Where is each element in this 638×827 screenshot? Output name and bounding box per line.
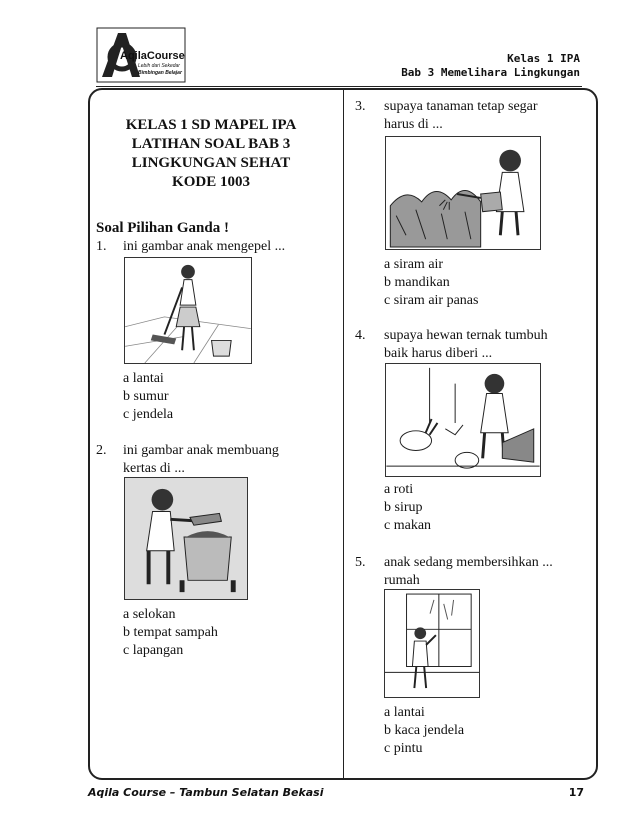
question-5-number: 5. <box>355 555 366 570</box>
q5-option-a[interactable]: a lantai <box>384 705 425 720</box>
aqila-course-logo <box>96 27 186 83</box>
worksheet-title <box>97 116 325 192</box>
mopping-illustration <box>124 257 252 364</box>
title-line-3: LINGKUNGAN SEHAT <box>131 155 291 171</box>
question-5-text-line-1: anak sedang membersihkan ... <box>384 555 553 570</box>
q4-option-c[interactable]: c makan <box>384 518 432 533</box>
header-info <box>401 52 580 80</box>
q3-option-c[interactable]: c siram air panas <box>384 293 479 308</box>
logo-tagline-2: Bimbingan Belajar <box>138 70 182 76</box>
question-1-number: 1. <box>96 239 107 254</box>
section-heading: Soal Pilihan Ganda ! <box>96 220 229 236</box>
q5-option-b[interactable]: b kaca jendela <box>384 723 465 738</box>
question-2-text-line-1: ini gambar anak membuang <box>123 443 279 458</box>
q4-option-a[interactable]: a roti <box>384 482 414 497</box>
footer-institution: Aqila Course – Tambun Selatan Bekasi <box>88 786 324 799</box>
column-divider <box>343 90 344 778</box>
title-line-2: LATIHAN SOAL BAB 3 <box>131 136 291 152</box>
q3-option-a[interactable]: a siram air <box>384 257 444 272</box>
question-2-number: 2. <box>96 443 107 458</box>
question-3-number: 3. <box>355 99 366 114</box>
q1-option-c[interactable]: c jendela <box>123 407 174 422</box>
class-label: Kelas 1 IPA <box>507 52 580 65</box>
chapter-label: Bab 3 Memelihara Lingkungan <box>401 66 580 79</box>
question-2-text-line-2: kertas di ... <box>123 461 185 476</box>
question-4-text-line-1: supaya hewan ternak tumbuh <box>384 328 548 343</box>
title-line-1: KELAS 1 SD MAPEL IPA <box>125 117 297 133</box>
question-4-text-line-2: baik harus diberi ... <box>384 346 493 361</box>
q2-option-a[interactable]: a selokan <box>123 607 176 622</box>
feeding-animals-illustration <box>385 363 541 477</box>
question-5-text-line-2: rumah <box>384 573 420 588</box>
trash-illustration <box>124 477 248 600</box>
q2-option-b[interactable]: b tempat sampah <box>123 625 218 640</box>
q5-option-c[interactable]: c pintu <box>384 741 423 756</box>
q1-option-b[interactable]: b sumur <box>123 389 169 404</box>
title-line-4: KODE 1003 <box>172 174 250 190</box>
q1-option-a[interactable]: a lantai <box>123 371 164 386</box>
page-number: 17 <box>568 786 584 799</box>
question-1-text: ini gambar anak mengepel ... <box>123 239 286 254</box>
window-cleaning-illustration <box>384 589 480 698</box>
question-3-text-line-1: supaya tanaman tetap segar <box>384 99 538 114</box>
q3-option-b[interactable]: b mandikan <box>384 275 450 290</box>
header-rule <box>96 86 582 87</box>
logo-tagline-1: Lebih dari Sekedar <box>138 63 180 69</box>
question-4-number: 4. <box>355 328 366 343</box>
logo-name: AqilaCourse <box>120 50 185 62</box>
watering-plants-illustration <box>385 136 541 250</box>
question-3-text-line-2: harus di ... <box>384 117 443 132</box>
q4-option-b[interactable]: b sirup <box>384 500 423 515</box>
q2-option-c[interactable]: c lapangan <box>123 643 184 658</box>
